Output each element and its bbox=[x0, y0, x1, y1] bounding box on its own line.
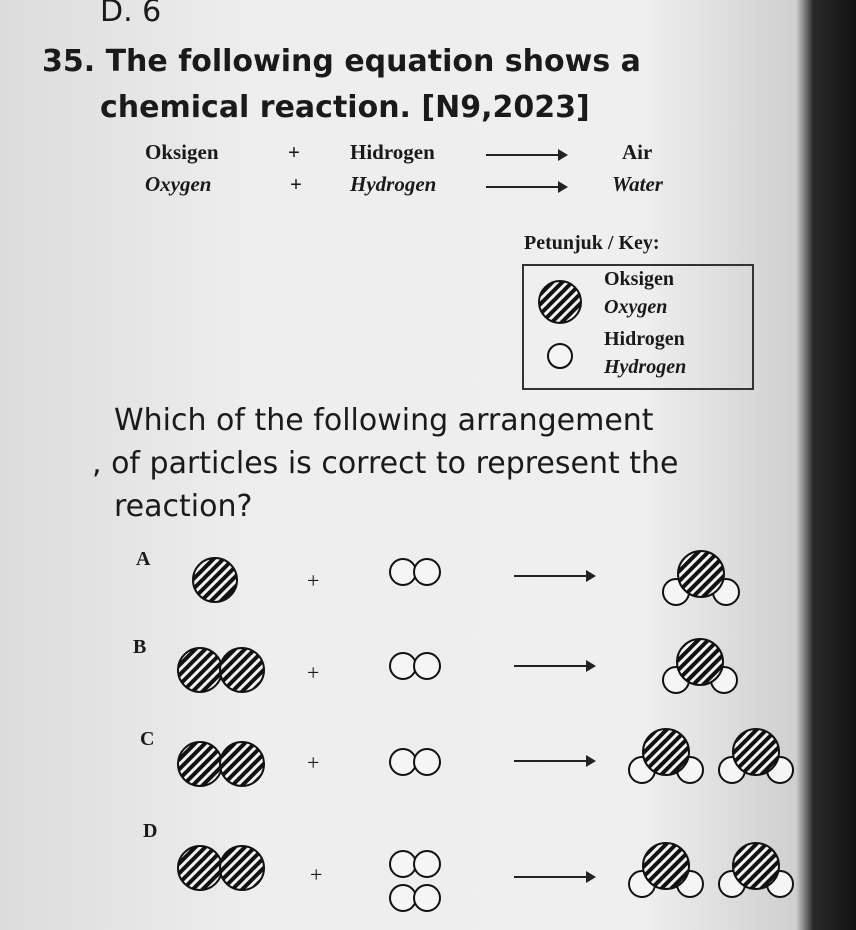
eq-reactant2-malay: Hidrogen bbox=[350, 140, 435, 164]
previous-option-d: D. 6 bbox=[100, 0, 162, 29]
option-d-arrow bbox=[514, 876, 594, 878]
option-c-water-molecule-1-icon bbox=[622, 722, 710, 788]
eq-product-malay: Air bbox=[622, 140, 653, 164]
key-oxygen-english: Oxygen bbox=[604, 296, 668, 318]
eq-plus-malay: + bbox=[288, 140, 300, 164]
eq-product-english: Water bbox=[612, 172, 663, 196]
option-c-hydrogen-molecule-icon bbox=[384, 742, 446, 782]
eq-plus-english: + bbox=[290, 172, 302, 196]
option-b-oxygen-molecule-icon bbox=[172, 640, 272, 700]
option-a-label[interactable]: A bbox=[136, 548, 151, 570]
option-c-arrow bbox=[514, 760, 594, 762]
option-a-arrow bbox=[514, 575, 594, 577]
option-d-water-molecule-2-icon bbox=[712, 836, 800, 902]
option-b-label[interactable]: B bbox=[133, 636, 147, 658]
option-c-water-molecule-2-icon bbox=[712, 722, 800, 788]
option-b-water-molecule-icon bbox=[654, 632, 746, 698]
prompt-line-3: reaction? bbox=[114, 489, 253, 524]
key-hydrogen-malay: Hidrogen bbox=[604, 328, 685, 350]
prompt-line-1: Which of the following arrangement bbox=[114, 403, 654, 438]
option-c-label[interactable]: C bbox=[140, 728, 155, 750]
option-b-arrow bbox=[514, 665, 594, 667]
prompt-line-2: , of particles is correct to represent the bbox=[92, 446, 679, 481]
question-line-1: 35. The following equation shows a bbox=[42, 44, 641, 79]
eq-reactant2-english: Hydrogen bbox=[350, 172, 437, 196]
key-hydrogen-icon bbox=[540, 338, 580, 374]
key-oxygen-icon bbox=[530, 272, 590, 332]
option-d-label[interactable]: D bbox=[143, 820, 158, 842]
key-title: Petunjuk / Key: bbox=[524, 232, 660, 254]
option-b-plus: + bbox=[307, 660, 320, 685]
option-d-oxygen-molecule-icon bbox=[172, 838, 272, 898]
option-d-hydrogen-molecules-icon bbox=[384, 846, 446, 920]
key-oxygen-malay: Oksigen bbox=[604, 268, 675, 290]
option-d-water-molecule-1-icon bbox=[622, 836, 710, 902]
option-a-hydrogen-molecule-icon bbox=[384, 552, 446, 592]
eq-reactant1-english: Oxygen bbox=[145, 172, 212, 196]
option-c-oxygen-molecule-icon bbox=[172, 734, 272, 794]
eq-arrow-english bbox=[486, 186, 566, 188]
option-b-hydrogen-molecule-icon bbox=[384, 646, 446, 686]
option-a-oxygen-atom-icon bbox=[180, 550, 250, 610]
option-a-water-molecule-icon bbox=[654, 544, 746, 610]
eq-arrow-malay bbox=[486, 154, 566, 156]
option-d-plus: + bbox=[310, 862, 323, 887]
key-hydrogen-english: Hydrogen bbox=[604, 356, 687, 378]
option-c-plus: + bbox=[307, 750, 320, 775]
option-a-plus: + bbox=[307, 568, 320, 593]
question-line-2: chemical reaction. [N9,2023] bbox=[100, 90, 590, 125]
eq-reactant1-malay: Oksigen bbox=[145, 140, 219, 164]
